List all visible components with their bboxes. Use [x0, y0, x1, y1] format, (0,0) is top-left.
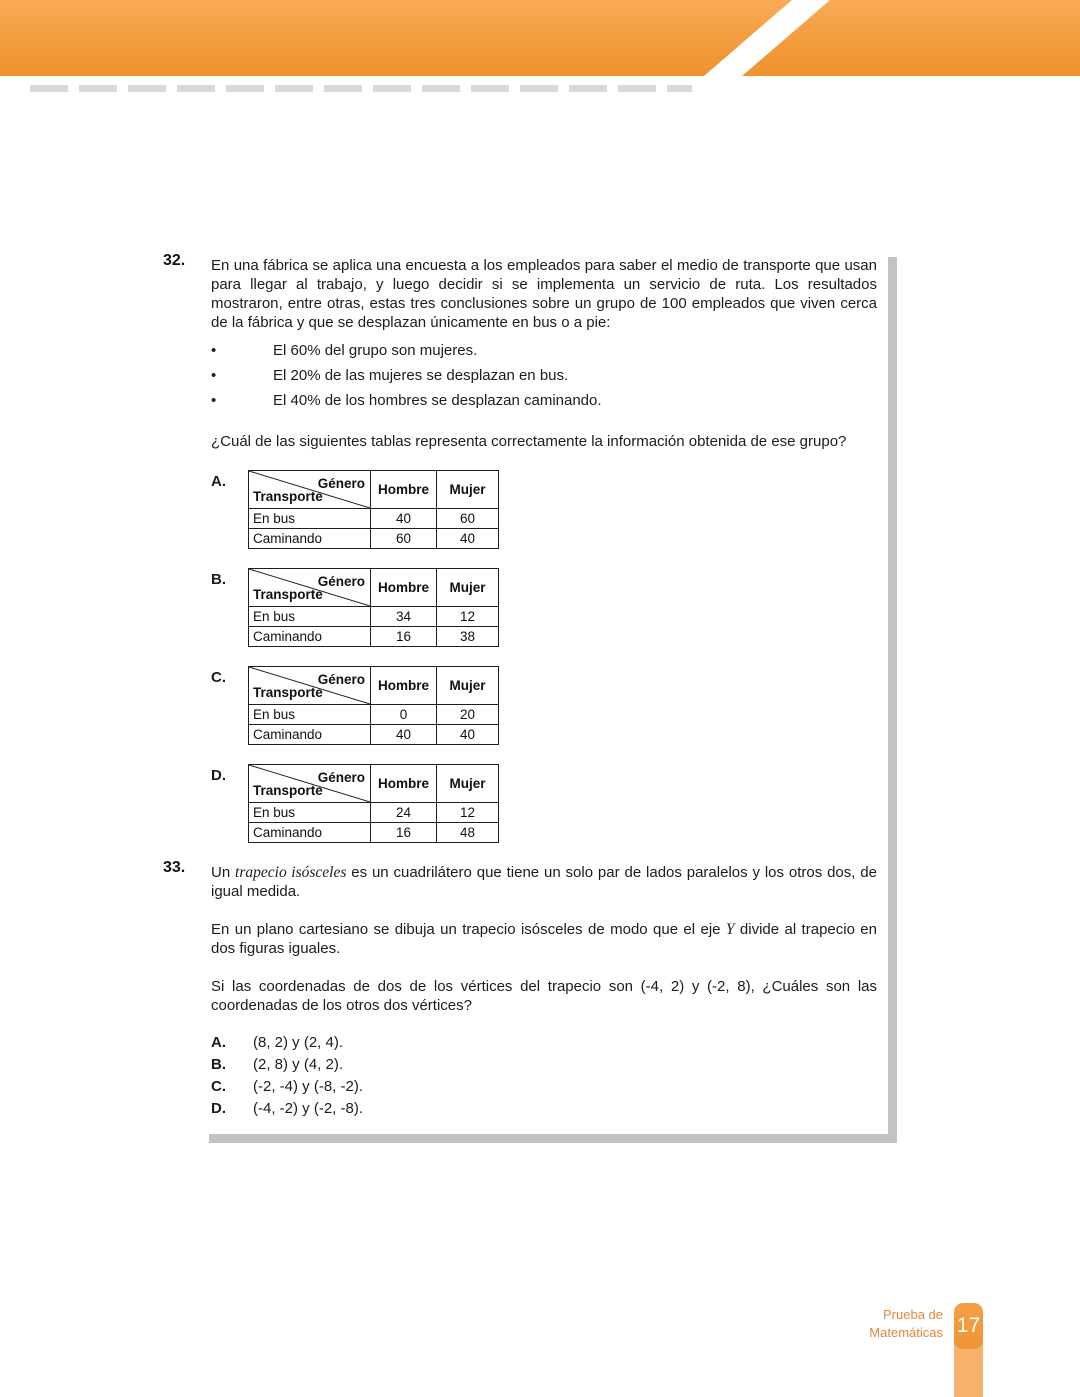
table-row: [249, 627, 499, 647]
cell-value: 34: [371, 607, 437, 627]
p1-pre: Un: [211, 864, 236, 881]
q32-option-a-table: [248, 470, 499, 549]
header-diagonal-stripe: [0, 0, 1080, 76]
q32-option-c: [211, 666, 877, 745]
option-label: B.: [211, 571, 226, 588]
question-33-box: [200, 855, 888, 1134]
q33-option-c: [211, 1077, 877, 1096]
corner-genero-label: Género: [317, 770, 365, 785]
question-33-p1: [211, 863, 877, 901]
cell-value: 16: [371, 627, 437, 647]
bullet-dot: •: [211, 367, 217, 384]
p1-italic-term: trapecio isósceles: [235, 864, 347, 881]
table-header-row: [249, 765, 499, 803]
question-33-number: 33.: [163, 859, 186, 876]
bullet-item: [211, 341, 877, 360]
option-text: (-4, -2) y (-2, -8).: [253, 1100, 364, 1117]
option-label: D.: [211, 1100, 226, 1117]
cell-value: 12: [437, 803, 499, 823]
row-label: En bus: [249, 607, 371, 627]
corner-transporte-label: Transporte: [253, 685, 323, 700]
cell-value: 0: [371, 705, 437, 725]
q32-option-d: [211, 764, 877, 843]
col-header-mujer: Mujer: [437, 765, 499, 803]
table-corner-cell: [249, 667, 371, 705]
table-header-row: [249, 471, 499, 509]
bullet-text: El 40% de los hombres se desplazan caminando.: [273, 392, 602, 409]
cell-value: 40: [371, 509, 437, 529]
question-32-bullets: [211, 341, 877, 410]
table-row: [249, 509, 499, 529]
option-label: A.: [211, 1034, 226, 1051]
option-label: B.: [211, 1056, 226, 1073]
cell-value: 20: [437, 705, 499, 725]
q32-option-c-table: [248, 666, 499, 745]
option-label: A.: [211, 473, 226, 490]
page-number-tab: [954, 1303, 983, 1349]
table-header-row: [249, 667, 499, 705]
table-corner-cell: [249, 765, 371, 803]
cell-value: 38: [437, 627, 499, 647]
question-33-p2: [211, 920, 877, 958]
perforation-dashes: [30, 85, 692, 92]
question-32-intro: En una fábrica se aplica una encuesta a los empleados para saber el medio de transporte que usan para llegar al trabajo, y luego decidir si se implementa un servicio de ruta. Los resultados mostraron, entre otras, estas tres conclusiones sobre un grupo de 100 empleados que viven cerca de la fábrica y que se desplazan únicamente en bus o a pie:: [211, 257, 877, 331]
corner-transporte-label: Transporte: [253, 783, 323, 798]
q33-option-a: [211, 1033, 877, 1052]
q33-option-b: [211, 1055, 877, 1074]
cell-value: 60: [371, 529, 437, 549]
col-header-mujer: Mujer: [437, 667, 499, 705]
page-number: 17: [956, 1314, 981, 1337]
footer-test-label: [760, 1306, 943, 1342]
cell-value: 12: [437, 607, 499, 627]
footer-label-line2: Matemáticas: [869, 1325, 943, 1340]
option-text: (8, 2) y (2, 4).: [253, 1034, 344, 1051]
question-33-p3: Si las coordenadas de dos de los vértices del trapecio son (-4, 2) y (-2, 8), ¿Cuáles son las coordenadas de los otros dos vértices?: [211, 978, 877, 1014]
bullet-text: El 60% del grupo son mujeres.: [273, 342, 478, 359]
table-header-row: [249, 569, 499, 607]
corner-genero-label: Género: [317, 672, 365, 687]
q32-option-a: [211, 470, 877, 549]
row-label: En bus: [249, 705, 371, 725]
q32-option-d-table: [248, 764, 499, 843]
q32-option-b: [211, 568, 877, 647]
col-header-hombre: Hombre: [371, 765, 437, 803]
cell-value: 16: [371, 823, 437, 843]
row-label: En bus: [249, 803, 371, 823]
table-corner-cell: [249, 569, 371, 607]
question-32-box: [200, 248, 888, 859]
question-32-prompt: ¿Cuál de las siguientes tablas representa correctamente la información obtenida de ese grupo?: [211, 433, 847, 450]
cell-value: 40: [371, 725, 437, 745]
bullet-dot: •: [211, 342, 217, 359]
table-corner-cell: [249, 471, 371, 509]
option-label: D.: [211, 767, 226, 784]
cell-value: 24: [371, 803, 437, 823]
col-header-mujer: Mujer: [437, 471, 499, 509]
row-label: Caminando: [249, 627, 371, 647]
bullet-item: [211, 366, 877, 385]
table-row: [249, 725, 499, 745]
p2-pre: En un plano cartesiano se dibuja un trapecio isósceles de modo que el eje: [211, 921, 726, 938]
header-band: [0, 0, 1080, 76]
table-row: [249, 705, 499, 725]
col-header-hombre: Hombre: [371, 569, 437, 607]
footer-label-line1: Prueba de: [883, 1307, 943, 1322]
col-header-hombre: Hombre: [371, 667, 437, 705]
row-label: En bus: [249, 509, 371, 529]
q32-option-b-table: [248, 568, 499, 647]
p2-post: divide al trapecio en dos figuras iguales.: [211, 921, 877, 957]
question-32-number: 32.: [163, 252, 186, 269]
corner-genero-label: Género: [317, 476, 365, 491]
bullet-dot: •: [211, 392, 217, 409]
bullet-text: El 20% de las mujeres se desplazan en bus.: [273, 367, 569, 384]
cell-value: 40: [437, 529, 499, 549]
bullet-item: [211, 391, 877, 410]
cell-value: 48: [437, 823, 499, 843]
col-header-hombre: Hombre: [371, 471, 437, 509]
corner-transporte-label: Transporte: [253, 587, 323, 602]
row-label: Caminando: [249, 823, 371, 843]
table-row: [249, 823, 499, 843]
row-label: Caminando: [249, 725, 371, 745]
option-text: (2, 8) y (4, 2).: [253, 1056, 344, 1073]
col-header-mujer: Mujer: [437, 569, 499, 607]
p1-post: es un cuadrilátero que tiene un solo par de lados paralelos y los otros dos, de igual medida.: [211, 864, 877, 900]
corner-genero-label: Género: [317, 574, 365, 589]
table-row: [249, 529, 499, 549]
cell-value: 40: [437, 725, 499, 745]
table-row: [249, 803, 499, 823]
corner-transporte-label: Transporte: [253, 489, 323, 504]
p2-italic-term: Y: [725, 921, 735, 938]
cell-value: 60: [437, 509, 499, 529]
option-label: C.: [211, 669, 226, 686]
option-label: C.: [211, 1078, 226, 1095]
table-row: [249, 607, 499, 627]
option-text: (-2, -4) y (-8, -2).: [253, 1078, 364, 1095]
row-label: Caminando: [249, 529, 371, 549]
q33-option-d: [211, 1099, 877, 1118]
